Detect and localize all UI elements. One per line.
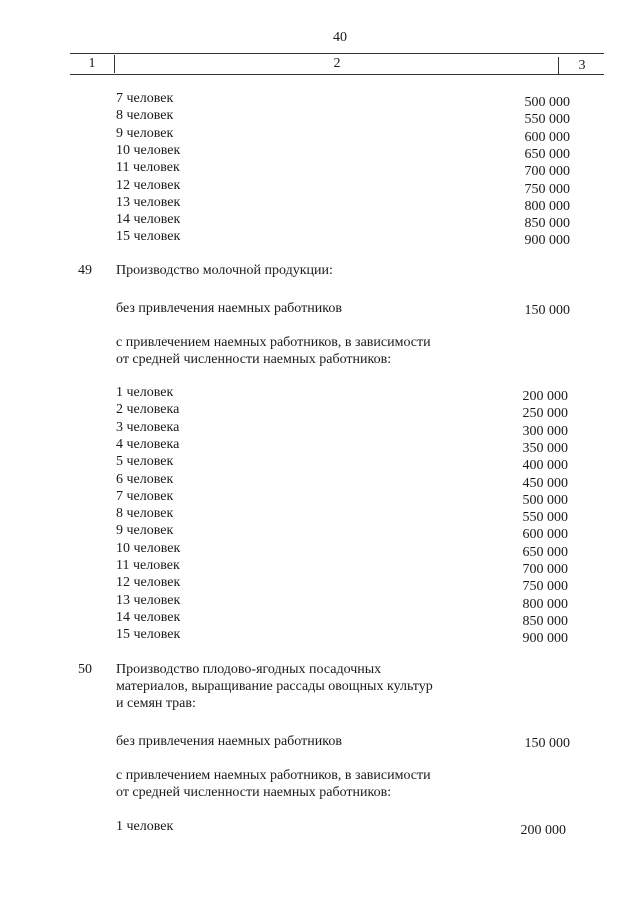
row-amount: 200 000 — [520, 823, 566, 838]
row-amount: 600 000 — [524, 129, 570, 145]
row-amount: 600 000 — [522, 527, 568, 543]
row-label: 11 человек — [116, 558, 180, 573]
row-label: 3 человека — [116, 419, 180, 435]
row-label: 11 человек — [116, 160, 180, 176]
row-label: 15 человек — [116, 627, 181, 643]
row-label: 15 человек — [116, 229, 181, 245]
row-label: 4 человека — [116, 436, 180, 452]
row-label: 1 человек — [116, 819, 174, 834]
no-hire-label: без привлечения наемных работников — [116, 734, 342, 749]
page-number: 40 — [333, 30, 347, 45]
row-label: 13 человек — [116, 592, 181, 608]
row-amount: 750 000 — [522, 579, 568, 595]
row-label: 7 человек — [116, 488, 174, 504]
row-amount: 700 000 — [524, 164, 570, 180]
row-amount: 200 000 — [522, 389, 568, 404]
no-hire-label: без привлечения наемных работников — [116, 301, 342, 316]
row-amount: 400 000 — [522, 458, 568, 474]
row-label: 14 человек — [116, 609, 181, 625]
row-amount: 800 000 — [524, 198, 570, 214]
row-amount: 900 000 — [524, 233, 570, 249]
row-label: 14 человек — [116, 212, 181, 228]
row-amount: 850 000 — [524, 216, 570, 232]
row-amount: 450 000 — [522, 475, 568, 491]
no-hire-amount: 150 000 — [524, 303, 570, 318]
row-amount: 750 000 — [524, 181, 570, 197]
row-amount: 250 000 — [522, 406, 568, 422]
row-label: 12 человек — [116, 177, 181, 193]
row-amount: 500 000 — [524, 95, 570, 110]
header-col-2: 2 — [114, 55, 559, 73]
section-title-line-1: Производство плодово-ягодных посадочных — [116, 662, 382, 677]
header-col-3: 3 — [558, 57, 605, 75]
row-label: 2 человека — [116, 402, 180, 418]
section-title: Производство молочной продукции: — [116, 263, 333, 278]
row-label: 13 человек — [116, 194, 181, 210]
row-amount: 550 000 — [524, 112, 570, 128]
hire-text-line-2: от средней численности наемных работников: — [116, 352, 392, 367]
row-amount: 350 000 — [522, 440, 568, 456]
row-label: 8 человек — [116, 108, 174, 124]
row-amount: 900 000 — [522, 631, 568, 647]
no-hire-amount: 150 000 — [524, 736, 570, 751]
section-title-line-3: и семян трав: — [116, 696, 196, 711]
row-amount: 300 000 — [522, 423, 568, 439]
row-label: 8 человек — [116, 506, 174, 522]
row-amount: 700 000 — [522, 562, 568, 577]
row-label: 12 человек — [116, 575, 181, 591]
row-label: 5 человек — [116, 454, 174, 470]
section-number: 50 — [78, 662, 92, 677]
row-amount: 800 000 — [522, 596, 568, 612]
section-title-line-2: материалов, выращивание рассады овощных культур — [116, 679, 433, 694]
row-amount: 850 000 — [522, 613, 568, 629]
row-amount: 650 000 — [524, 146, 570, 162]
hire-text-line-2: от средней численности наемных работников: — [116, 785, 392, 800]
header-col-1: 1 — [88, 56, 96, 71]
hire-text-line-1: с привлечением наемных работников, в зависимости — [116, 768, 431, 783]
row-label: 1 человек — [116, 385, 174, 400]
row-label: 10 человек — [116, 142, 181, 158]
row-label: 10 человек — [116, 540, 181, 556]
row-label: 7 человек — [116, 91, 174, 106]
row-amount: 650 000 — [522, 544, 568, 560]
row-label: 9 человек — [116, 125, 174, 141]
hire-text-line-1: с привлечением наемных работников, в зависимости — [116, 335, 431, 350]
row-amount: 500 000 — [522, 492, 568, 508]
section-number: 49 — [78, 263, 92, 278]
row-label: 6 человек — [116, 471, 174, 487]
row-amount: 550 000 — [522, 510, 568, 526]
row-label: 9 человек — [116, 523, 174, 539]
